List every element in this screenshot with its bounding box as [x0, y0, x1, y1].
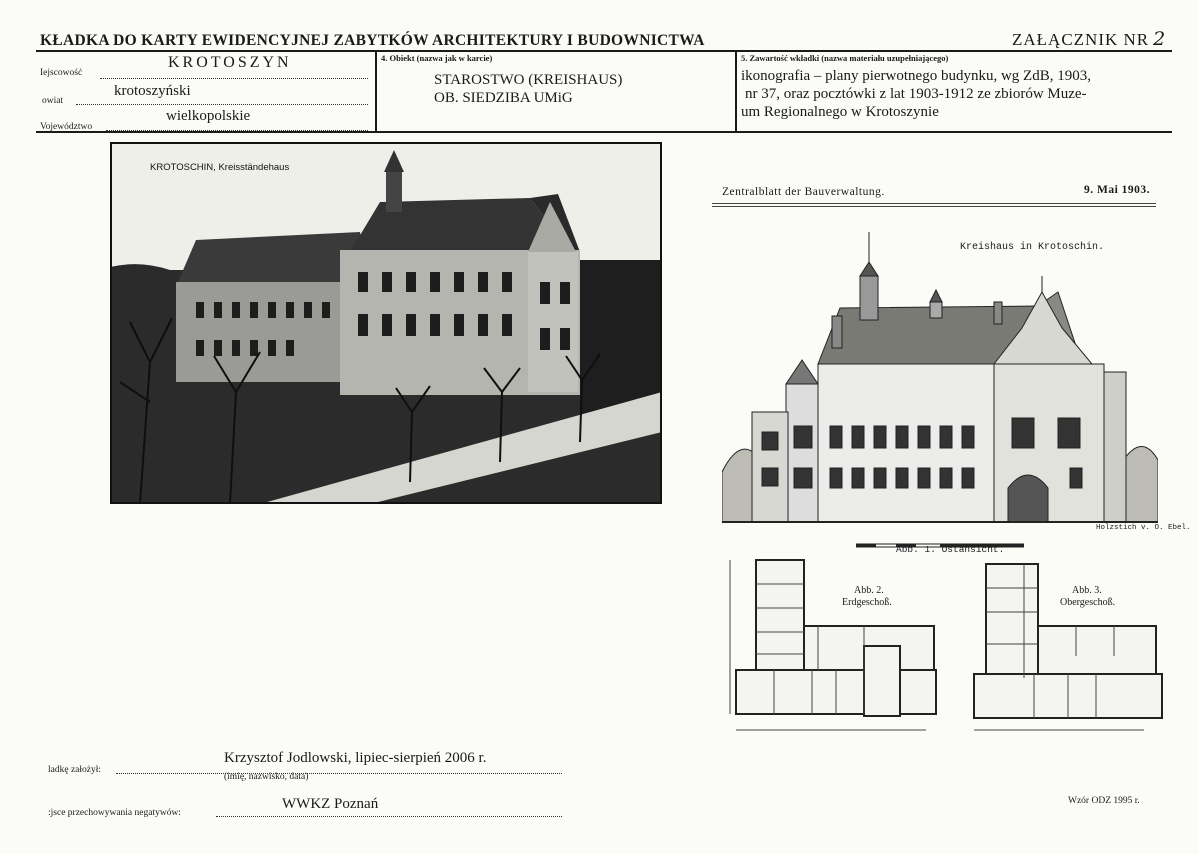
column-divider-2: [735, 50, 737, 133]
object-line-2: OB. SIEDZIBA UMiG: [434, 90, 573, 106]
contents-line-1: ikonografia – plany pierwotnego budynku, wg ZdB, 1903,: [741, 68, 1091, 84]
storage-value: WWKZ Poznań: [282, 796, 379, 812]
engraver-credit: Holzstich v. O. Ebel.: [1096, 524, 1191, 532]
author-dotted-line: [116, 773, 562, 774]
locality-label: Iejscowość: [40, 68, 83, 78]
upper-floor-plan: [964, 560, 1170, 740]
author-label: ladkę założył:: [48, 765, 102, 775]
journal-rule-2: [712, 206, 1156, 207]
district-dotted-line: [76, 104, 368, 105]
locality-dotted-line: [100, 78, 368, 79]
voivodeship-value: wielkopolskie: [166, 108, 251, 124]
journal-date: 9. Mai 1903.: [1084, 184, 1151, 196]
figure-1-caption: Abb. 1. Ostansicht.: [896, 544, 1005, 555]
contents-line-2: nr 37, oraz pocztówki z lat 1903-1912 ze zbiorów Muze-: [745, 86, 1087, 102]
object-line-1: STAROSTWO (KREISHAUS): [434, 72, 623, 88]
voivodeship-dotted-line: [106, 130, 368, 131]
column-divider-1: [375, 50, 377, 133]
annex-label-text: ZAŁĄCZNIK NR: [1012, 30, 1150, 49]
author-value: Krzysztof Jodlowski, lipiec-sierpień 2006 r.: [224, 750, 487, 766]
postcard-caption: KROTOSCHIN, Kreisständehaus: [150, 162, 290, 173]
form-identifier: Wzór ODZ 1995 r.: [1068, 796, 1140, 806]
scale-bar-elevation: [856, 536, 1024, 544]
storage-label: :jsce przechowywania negatywów:: [48, 808, 181, 818]
annex-label: [1012, 28, 1166, 50]
journal-name: Zentralblatt der Bauverwaltung.: [722, 186, 885, 198]
figure-2-number: Abb. 2.: [854, 585, 884, 596]
header-top-rule: [36, 50, 1172, 52]
contents-line-3: um Regionalnego w Krotoszynie: [741, 104, 939, 120]
figure-title: Kreishaus in Krotoschin.: [960, 242, 1105, 253]
elevation-drawing: [722, 232, 1158, 528]
figure-3-name: Obergeschoß.: [1060, 597, 1116, 608]
figure-2-name: Erdgeschoß.: [842, 597, 892, 608]
figure-3-number: Abb. 3.: [1072, 585, 1102, 596]
document-title: KŁADKA DO KARTY EWIDENCYJNEJ ZABYTKÓW ARCHITEKTURY I BUDOWNICTWA: [40, 32, 705, 49]
ground-floor-plan: [726, 550, 952, 740]
district-label: owiat: [42, 96, 64, 106]
contents-label: 5. Zawartość wkładki (nazwa materiału uzupełniającego): [741, 53, 949, 63]
journal-rule-1: [712, 203, 1156, 204]
annex-number: 2: [1153, 28, 1167, 50]
header-bottom-rule: [36, 131, 1172, 133]
locality-value: KROTOSZYN: [168, 54, 292, 71]
voivodeship-label: Vojewództwo: [40, 122, 93, 132]
district-value: krotoszyński: [114, 83, 191, 99]
author-hint: (imię, nazwisko, data): [224, 772, 309, 782]
storage-dotted-line: [216, 816, 562, 817]
object-label: 4. Obiekt (nazwa jak w karcie): [381, 53, 493, 63]
postcard-image: [110, 142, 662, 504]
